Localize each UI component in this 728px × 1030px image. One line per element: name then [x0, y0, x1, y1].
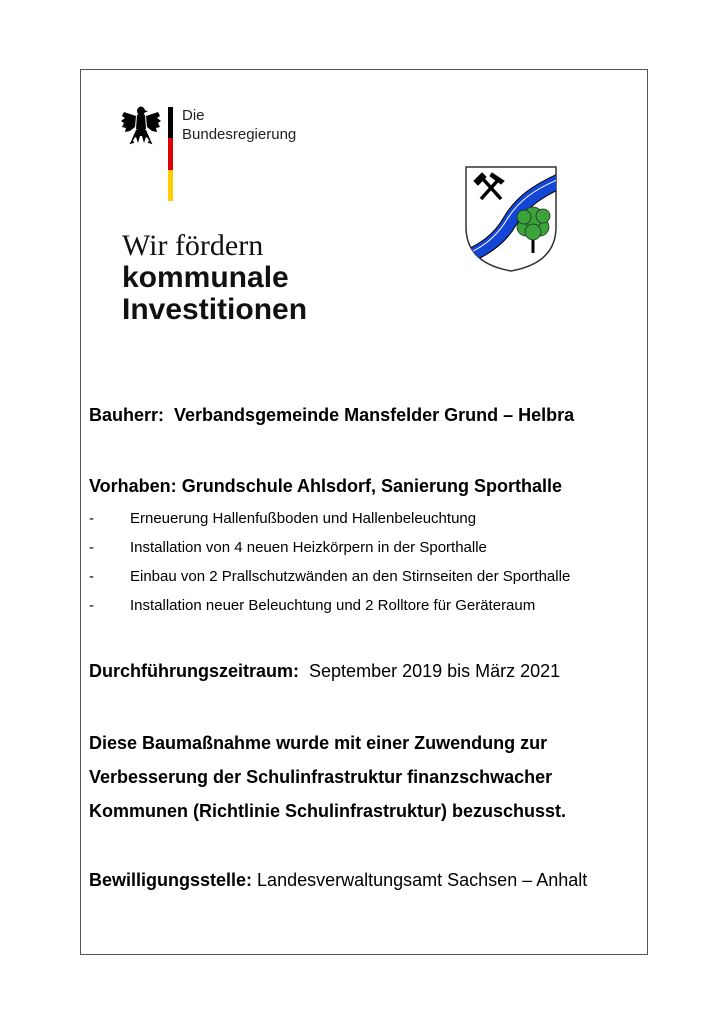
list-item-text: Installation von 4 neuen Heizkörpern in der Sporthalle — [130, 539, 487, 556]
slogan-line-3: Investitionen — [122, 293, 308, 326]
funding-note-line-2: Verbesserung der Schulinfrastruktur finanzschwacher — [89, 767, 553, 787]
bauherr-value: Verbandsgemeinde Mansfelder Grund – Helbra — [174, 405, 575, 425]
zeitraum-label: Durchführungszeitraum: — [89, 661, 300, 681]
logo-line-die: Die — [182, 107, 205, 124]
bewilligung-value: Landesverwaltungsamt Sachsen – Anhalt — [257, 870, 588, 890]
vorhaben-label: Vorhaben: — [89, 476, 177, 496]
bewilligung-label: Bewilligungsstelle: — [89, 870, 253, 890]
list-item-text: Einbau von 2 Prallschutzwänden an den Stirnseiten der Sporthalle — [130, 568, 571, 585]
bauherr-line — [89, 405, 574, 426]
bauherr-label: Bauherr: — [89, 405, 165, 425]
funding-note-line-1: Diese Baumaßnahme wurde mit einer Zuwendung zur — [89, 733, 548, 753]
list-item-text: Installation neuer Beleuchtung und 2 Rolltore für Geräteraum — [130, 597, 536, 614]
funding-note-line-3: Kommunen (Richtlinie Schulinfrastruktur) bezuschusst. — [89, 801, 567, 821]
flag-stripe-red — [168, 138, 173, 169]
bewilligung-line — [89, 870, 587, 891]
federal-eagle-icon — [121, 103, 161, 147]
flag-stripe-gold — [168, 170, 173, 201]
vorhaben-value: Grundschule Ahlsdorf, Sanierung Sporthalle — [181, 476, 563, 496]
zeitraum-value: September 2019 bis März 2021 — [309, 661, 561, 681]
list-dash: - — [89, 597, 94, 614]
list-dash: - — [89, 539, 94, 556]
funding-note — [89, 726, 566, 828]
flag-stripe-black — [168, 107, 173, 138]
list-dash: - — [89, 510, 94, 527]
coat-of-arms-icon — [464, 165, 558, 273]
bundesregierung-wordmark — [182, 106, 296, 144]
slogan — [122, 230, 307, 326]
slogan-line-2: kommunale — [122, 261, 289, 294]
german-flag-bar — [168, 107, 173, 201]
logo-line-bundesregierung: Bundesregierung — [182, 126, 297, 143]
list-item-text: Erneuerung Hallenfußboden und Hallenbeleuchtung — [130, 510, 477, 527]
list-dash: - — [89, 568, 94, 585]
zeitraum-line — [89, 661, 560, 682]
vorhaben-line — [89, 476, 562, 497]
slogan-line-1: Wir fördern — [122, 229, 264, 262]
